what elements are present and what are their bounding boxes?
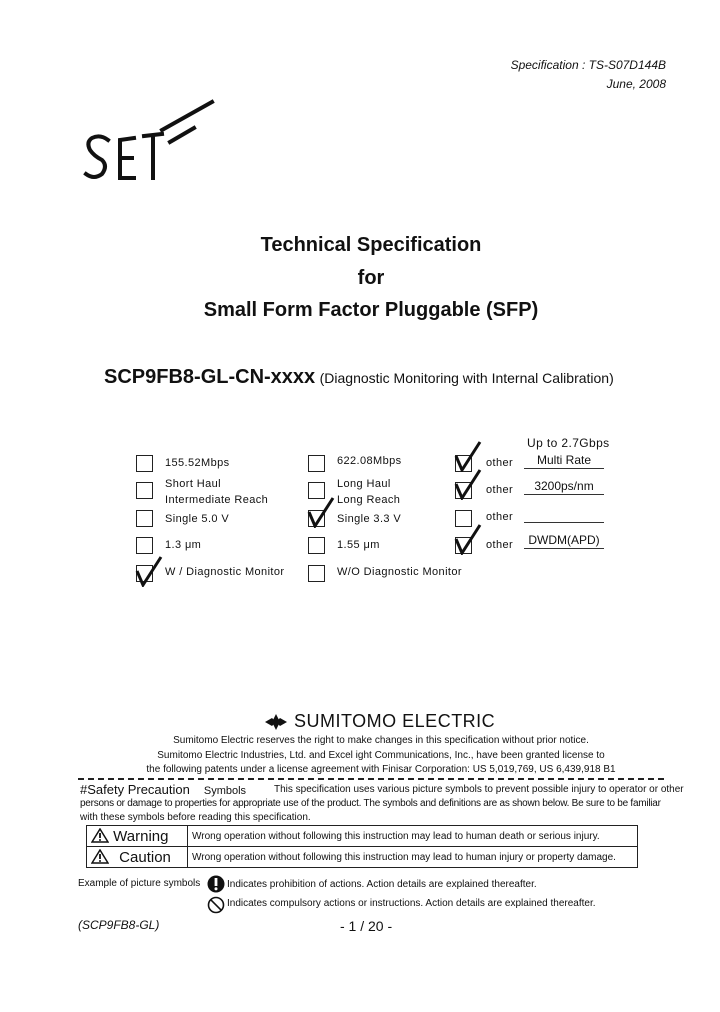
checkbox-1-3um[interactable] — [136, 537, 153, 554]
label-voltage-other: other — [486, 511, 514, 523]
label-with-diagnostic: W / Diagnostic Monitor — [165, 566, 285, 578]
label-wavelength-other: other — [486, 539, 514, 551]
label-long-haul: Long Haul — [337, 478, 391, 490]
title-line1: Technical Specification — [260, 234, 482, 256]
safety-heading-row — [80, 782, 246, 797]
caution-row — [87, 847, 638, 868]
title-line3: Small Form Factor Pluggable (SFP) — [203, 299, 539, 321]
warning-text: Wrong operation without following this instruction may lead to human death or serious injury. — [188, 826, 638, 847]
sumitomo-mark-icon — [264, 713, 288, 731]
section-divider — [78, 778, 664, 780]
company-name: SUMITOMO ELECTRIC — [294, 711, 496, 731]
check-mark-icon — [450, 468, 484, 500]
caution-text: Wrong operation without following this instruction may lead to human injury or property damage. — [188, 847, 638, 868]
label-short-haul: Short Haul — [165, 478, 221, 490]
safety-heading: #Safety Precaution — [80, 782, 190, 797]
checkbox-short-haul[interactable] — [136, 482, 153, 499]
label-1-55um: 1.55 μm — [337, 539, 380, 551]
product-description: (Diagnostic Monitoring with Internal Calibration) — [319, 370, 614, 386]
label-intermediate-reach: Intermediate Reach — [165, 494, 269, 506]
footer-model: (SCP9FB8-GL) — [78, 918, 160, 932]
warning-label-cell — [87, 826, 188, 847]
warning-table — [86, 825, 638, 868]
label-dispersion-other: other — [486, 484, 514, 496]
value-voltage-other — [524, 507, 604, 523]
label-single-3v3: Single 3.3 V — [337, 513, 402, 525]
company-logo — [264, 711, 495, 732]
label-rate-other: other — [486, 457, 514, 469]
value-rate-other: Multi Rate — [524, 453, 604, 469]
notice-line2: Sumitomo Electric Industries, Ltd. and Excel ight Communications, Inc., have been granted license to — [157, 750, 605, 761]
checkbox-622mbps[interactable] — [308, 455, 325, 472]
symbols-label: Symbols — [203, 785, 247, 797]
safety-intro-line2: persons or damage to properties for appropriate use of the product. The symbols and definitions are as shown below. Be sure to be familiar — [80, 798, 661, 809]
check-mark-icon — [303, 496, 337, 528]
value-dispersion-other: 3200ps/nm — [524, 479, 604, 495]
title-line2: for — [357, 267, 385, 289]
notice-line1: Sumitomo Electric reserves the right to make changes in this specification without prior notice. — [173, 735, 589, 746]
checkbox-1-55um[interactable] — [308, 537, 325, 554]
caution-label: Caution — [119, 848, 171, 866]
product-code: SCP9FB8-GL-CN-xxxx — [104, 366, 316, 388]
compulsory-icon — [207, 896, 225, 914]
checkbox-single-5v[interactable] — [136, 510, 153, 527]
example-label: Example of picture symbols — [78, 878, 201, 889]
prohibition-icon — [207, 875, 225, 893]
label-single-5v: Single 5.0 V — [165, 513, 230, 525]
product-line — [104, 366, 614, 389]
label-622mbps: 622.08Mbps — [337, 455, 402, 467]
spec-date: June, 2008 — [606, 77, 666, 91]
value-wavelength-other: DWDM(APD) — [524, 533, 604, 549]
check-mark-icon — [450, 523, 484, 555]
caution-label-cell — [87, 847, 188, 868]
checkbox-155mbps[interactable] — [136, 455, 153, 472]
safety-intro-line1: This specification uses various picture symbols to prevent possible injury to operator or other — [274, 784, 684, 795]
warning-triangle-icon — [91, 828, 109, 843]
sei-logo — [82, 96, 217, 191]
spec-number: Specification : TS-S07D144B — [510, 58, 666, 72]
page-number: - 1 / 20 - — [340, 918, 393, 934]
rate-header: Up to 2.7Gbps — [527, 436, 610, 450]
safety-intro-line3: with these symbols before reading this specification. — [80, 812, 311, 823]
label-long-reach: Long Reach — [337, 494, 401, 506]
label-without-diagnostic: W/O Diagnostic Monitor — [337, 566, 462, 578]
sei-logo-mark — [82, 96, 217, 186]
prohibition-text: Indicates prohibition of actions. Action details are explained thereafter. — [227, 879, 537, 890]
warning-row — [87, 826, 638, 847]
label-155mbps: 155.52Mbps — [165, 457, 230, 469]
caution-triangle-icon — [91, 849, 109, 864]
label-1-3um: 1.3 μm — [165, 539, 202, 551]
warning-label: Warning — [113, 827, 169, 845]
check-mark-icon — [131, 555, 165, 587]
checkbox-without-diagnostic[interactable] — [308, 565, 325, 582]
notice-line3: the following patents under a license agreement with Finisar Corporation: US 5,019,769, US 6,439,918 B1 — [146, 764, 616, 775]
compulsory-text: Indicates compulsory actions or instructions. Action details are explained thereafter. — [227, 898, 596, 909]
